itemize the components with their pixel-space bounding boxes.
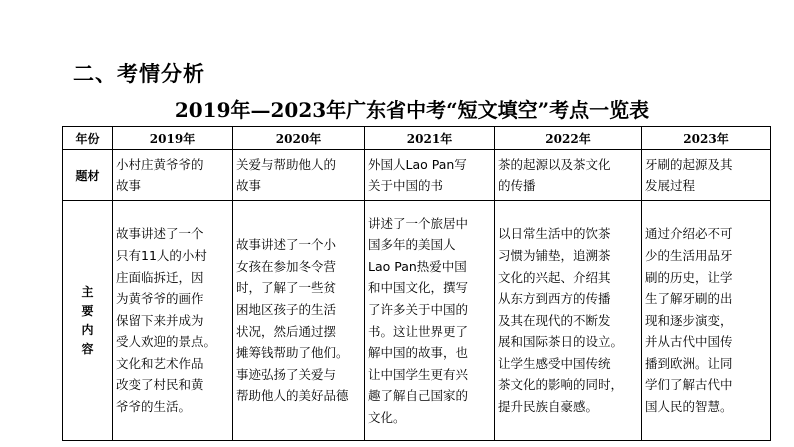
topic-text-2020: 关爱与帮助他人的 故事 xyxy=(236,157,337,193)
topic-cell-2019 xyxy=(113,150,233,201)
topic-cell-2023 xyxy=(642,150,771,201)
content-cell-2019 xyxy=(113,201,233,441)
topic-text-2019: 小村庄黄爷爷的 故事 xyxy=(116,157,204,193)
header-2022: 2022年 xyxy=(495,127,642,150)
content-text-2023: 通过介绍必不可 少的生活用品牙 刷的历史，让学 生了解牙刷的出 现和逐步演变， 并从古代中国传 播到欧洲。让同 学们了解古代中 国人民的智慧。 xyxy=(645,226,733,415)
content-cell-2022 xyxy=(495,201,642,441)
header-2020: 2020年 xyxy=(233,127,365,150)
content-text-2022: 以日常生活中的饮茶 习惯为铺垫，追溯茶 文化的兴起、介绍其 从东方到西方的传播 及其在现代的不断发 展和国际茶日的设立。 让学生感受中国传统 茶文化的影响的同时， 提升民族自豪感。 xyxy=(498,226,624,415)
topic-row-label: 题材 xyxy=(63,150,113,201)
content-cell-2023 xyxy=(642,201,771,441)
content-row-label-cell xyxy=(63,201,113,441)
content-row-label: 主要内容 xyxy=(81,284,94,356)
exam-topics-table xyxy=(62,126,771,441)
content-cell-2021 xyxy=(365,201,495,441)
topic-cell-2021 xyxy=(365,150,495,201)
table-header-row xyxy=(63,127,771,150)
section-heading: 二、考情分析 xyxy=(73,62,205,86)
table-title: 2019年—2023年广东省中考“短文填空”考点一览表 xyxy=(174,98,650,122)
header-2019: 2019年 xyxy=(113,127,233,150)
topic-text-2021: 外国人Lao Pan写 关于中国的书 xyxy=(368,157,467,193)
topic-text-2023: 牙刷的起源及其 发展过程 xyxy=(645,157,733,193)
header-year: 年份 xyxy=(63,127,113,150)
content-text-2021: 讲述了一个旅居中 国多年的美国人 Lao Pan热爱中国 和中国文化，撰写 了许多关于中国的 书。这让世界更了 解中国的故事，也 让中国学生更有兴 趣了解自己国家的 文化。 xyxy=(368,215,469,425)
content-text-2020: 故事讲述了一个小 女孩在参加冬令营 时，了解了一些贫 困地区孩子的生活 状况，然后通过摆 摊筹钱帮助了他们。 事迹弘扬了关爱与 帮助他人的美好品德 xyxy=(236,237,349,404)
topic-text-2022: 茶的起源以及茶文化 的传播 xyxy=(498,157,611,193)
topic-cell-2022 xyxy=(495,150,642,201)
header-2021: 2021年 xyxy=(365,127,495,150)
topic-cell-2020 xyxy=(233,150,365,201)
content-row xyxy=(63,201,771,441)
content-text-2019: 故事讲述了一个 只有11人的小村 庄面临拆迁，因 为黄爷爷的画作 保留下来并成为 受人欢迎的景点。 文化和艺术作品 改变了村民和黄 爷爷的生活。 xyxy=(116,226,217,415)
header-2023: 2023年 xyxy=(642,127,771,150)
content-cell-2020 xyxy=(233,201,365,441)
topic-row xyxy=(63,150,771,201)
